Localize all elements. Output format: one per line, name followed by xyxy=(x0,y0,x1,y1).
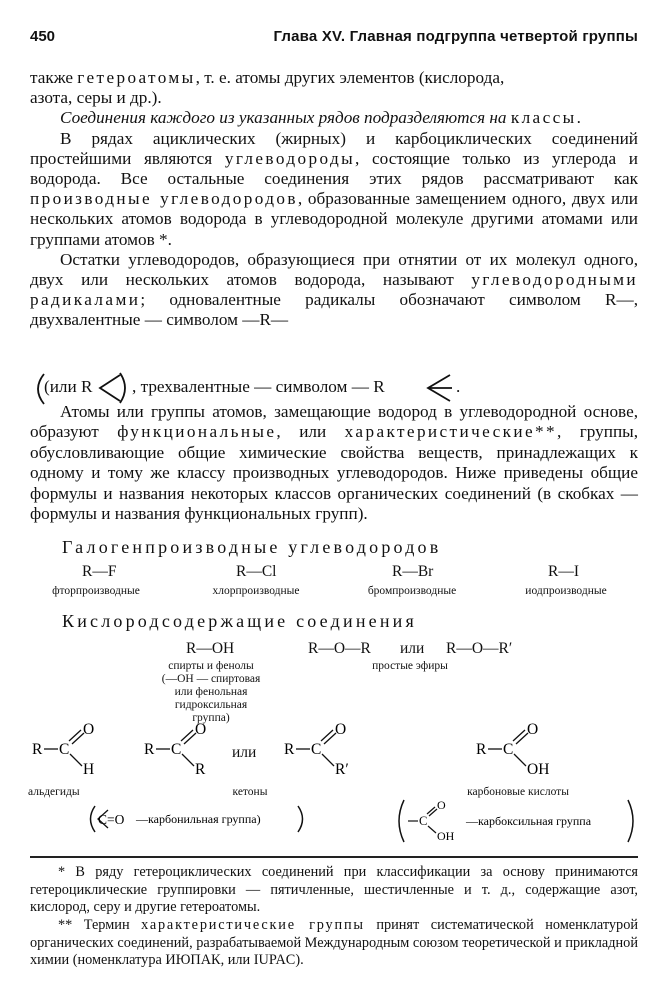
atom-oh: OH xyxy=(527,761,550,778)
carboxyl-label: —карбоксильная группа xyxy=(466,814,592,828)
ether-or: или xyxy=(400,640,425,657)
atom-o: O xyxy=(83,722,95,738)
formula-ri: R—I xyxy=(548,563,579,580)
body-text-functional xyxy=(30,402,638,524)
formula-rf: R—F xyxy=(82,563,117,580)
trivalent-bond-icon xyxy=(424,371,456,405)
ketone-structure-2 xyxy=(280,722,364,782)
page-header xyxy=(30,28,638,48)
formula-alcohol: R—OH xyxy=(186,640,235,657)
footnote-2: ** Термин характеристические группы принят систематической номенклатурой органических соединений, разрабатываемой Международным союзом теоретической и прикладной химии (номенклатура ИЮПАК, или IUPAC). xyxy=(30,917,638,968)
carboxylic-acid-structure xyxy=(472,722,572,782)
footnote-1: * В ряду гетероциклических соединений при классификации за основу принимаются гетероциклические группировки — пятичленные, шестичленные и т. д., содержащие азот, кислород, серу и другие гетероатомы. xyxy=(30,864,638,915)
formula-ether-1: R—O—R xyxy=(308,640,371,657)
trivalent-text: , трехвалентные — символом — R xyxy=(132,377,385,396)
atom-h: H xyxy=(83,761,95,778)
atom-o: O xyxy=(437,798,446,812)
atom-c: C xyxy=(171,741,182,758)
ketone-structure-1 xyxy=(140,722,220,782)
period-text: . xyxy=(456,377,461,396)
label-ketones: кетоны xyxy=(232,786,268,798)
label-fluoro: фторпроизводные xyxy=(52,585,140,597)
footnote-divider xyxy=(30,856,638,858)
label-iodo: иодпроизводные xyxy=(525,585,607,597)
body-text-top xyxy=(30,68,638,331)
chapter-title: Глава XV. Главная подгруппа четвертой группы xyxy=(273,28,638,45)
carbonyl-label: —карбонильная группа) xyxy=(136,812,261,826)
radical-symbols-line xyxy=(30,370,638,404)
halogen-heading: Галогенпроизводные углеводородов xyxy=(62,537,442,557)
formula-rcl: R—Cl xyxy=(236,563,277,580)
atom-o: O xyxy=(335,722,347,738)
carbonyl-group xyxy=(86,804,308,834)
right-parenthesis-icon xyxy=(298,806,303,832)
atom-c: C xyxy=(503,741,514,758)
formula-rbr: R—Br xyxy=(392,563,434,580)
atom-r: R xyxy=(476,741,487,758)
paragraph-classes: Соединения каждого из указанных рядов подразделяются на классы. xyxy=(60,108,581,128)
ketone-or: или xyxy=(232,744,257,761)
atom-r: R xyxy=(144,741,155,758)
label-aldehydes: альдегиды xyxy=(28,786,80,798)
atom-o: O xyxy=(195,722,207,738)
carbonyl-co: C=O xyxy=(98,812,125,827)
paragraph-functional-groups: Атомы или группы атомов, замещающие водород в углеводородной основе, образуют функциональные, или характеристические**, группы, обусловливающие общие химические свойства веществ, принадлежащих к одному и тому же классу производных углеводородов. Ниже приведены общие формулы и названия некоторых классов органических соединений (в скобках — формулы и названия функциональных групп). xyxy=(30,402,638,524)
paragraph-continuation: также гетероатомы, т. е. атомы других элементов (кислорода, азота, серы и др.). xyxy=(30,68,505,108)
right-parenthesis-icon xyxy=(628,800,633,842)
aldehyde-structure xyxy=(28,722,120,782)
divalent-bond-icon xyxy=(94,371,130,405)
oxygen-heading: Кислородсодержащие соединения xyxy=(62,611,417,631)
atom-r-prime: R′ xyxy=(335,761,349,778)
or-r-text: (или R xyxy=(44,377,93,396)
atom-c: C xyxy=(311,741,322,758)
atom-r: R xyxy=(195,761,206,778)
atom-o: O xyxy=(527,722,539,738)
paragraph-hydrocarbons: В рядах ациклических (жирных) и карбоциклических соединений простейшими являются углеводороды, состоящие только из углерода и водорода. Все остальные соединения этих рядов рассматривают как производные углеводородов, образованные замещением одного, двух или нескольких атомов водорода в углеводородной молекуле другими атомами или группами атомов *. xyxy=(30,128,638,249)
atom-oh: OH xyxy=(437,829,455,843)
page-number: 450 xyxy=(30,28,56,45)
left-parenthesis-icon xyxy=(91,806,96,832)
formula-ether-2: R—O—R′ xyxy=(446,640,513,657)
label-alcohols: спирты и фенолы (—ОН — спиртовая или фенольная гидроксильная группа) xyxy=(161,660,261,724)
atom-r: R xyxy=(284,741,295,758)
atom-r: R xyxy=(32,741,43,758)
atom-c: C xyxy=(419,814,428,828)
label-chloro: хлорпроизводные xyxy=(212,585,300,597)
left-parenthesis-icon xyxy=(399,800,404,842)
atom-c: C xyxy=(59,741,70,758)
label-bromo: бромпроизводные xyxy=(367,585,457,597)
label-ethers: простые эфиры xyxy=(372,660,448,672)
label-carboxylic-acids: карбоновые кислоты xyxy=(467,786,569,798)
paragraph-radicals: Остатки углеводородов, образующиеся при отнятии от их молекул одного, двух или нескольких атомов водорода, называют углеводородными радикалами; одновалентные радикалы обозначают символом R—, двухвалентные — символом —R— xyxy=(30,249,639,330)
carboxyl-group xyxy=(394,798,638,844)
